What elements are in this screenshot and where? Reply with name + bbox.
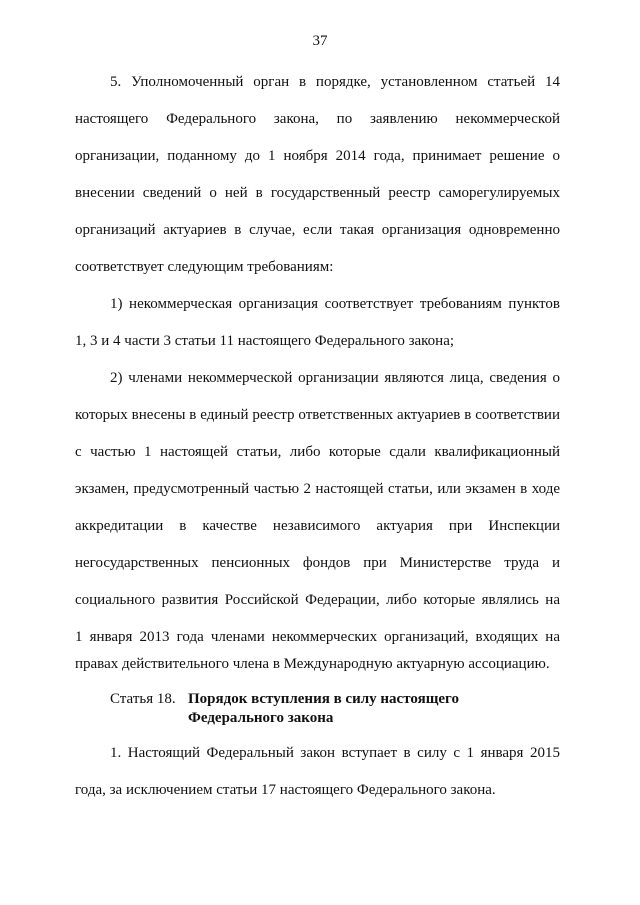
article-title: Порядок вступления в силу настоящего Федерального закона <box>188 691 459 726</box>
paragraph-line: 1, 3 и 4 части 3 статьи 11 настоящего Федерального закона; <box>75 333 455 349</box>
paragraph-line: экзамен, предусмотренный частью 2 настоящей статьи, или экзамен в ходе <box>75 481 560 497</box>
paragraph-line: настоящего Федерального закона, по заявлению некоммерческой <box>75 111 560 127</box>
paragraph-line: организаций актуариев в случае, если такая организация одновременно <box>75 222 560 238</box>
paragraph-line: аккредитации в качестве независимого актуария при Инспекции <box>75 518 560 534</box>
paragraph-line: 2) членами некоммерческой организации являются лица, сведения о <box>110 370 560 386</box>
paragraph-line: негосударственных пенсионных фондов при Министерстве труда и <box>75 555 560 571</box>
paragraph-line: 1) некоммерческая организация соответствует требованиям пунктов <box>110 296 560 312</box>
paragraph-line: соответствует следующим требованиям: <box>75 259 334 275</box>
paragraph-line: организации, поданному до 1 ноября 2014 года, принимает решение о <box>75 148 560 164</box>
paragraph-line: внесении сведений о ней в государственный реестр саморегулируемых <box>75 185 560 201</box>
paragraph-line: социального развития Российской Федерации, либо которые являлись на <box>75 592 560 608</box>
page-number: 37 <box>312 33 328 49</box>
paragraph-line: 5. Уполномоченный орган в порядке, установленном статьей 14 <box>110 74 560 90</box>
paragraph-line: года, за исключением статьи 17 настоящего Федерального закона. <box>75 782 496 798</box>
article-number: Статья 18. <box>110 691 176 707</box>
paragraph-line: правах действительного члена в Международную актуарную ассоциацию. <box>75 656 550 672</box>
paragraph-line: с частью 1 настоящей статьи, либо которые сдали квалификационный <box>75 444 560 460</box>
paragraph-line: 1. Настоящий Федеральный закон вступает в силу с 1 января 2015 <box>110 745 560 761</box>
paragraph-line: которых внесены в единый реестр ответственных актуариев в соответствии <box>75 407 560 423</box>
paragraph-line: 1 января 2013 года членами некоммерческих организаций, входящих на <box>75 629 560 645</box>
